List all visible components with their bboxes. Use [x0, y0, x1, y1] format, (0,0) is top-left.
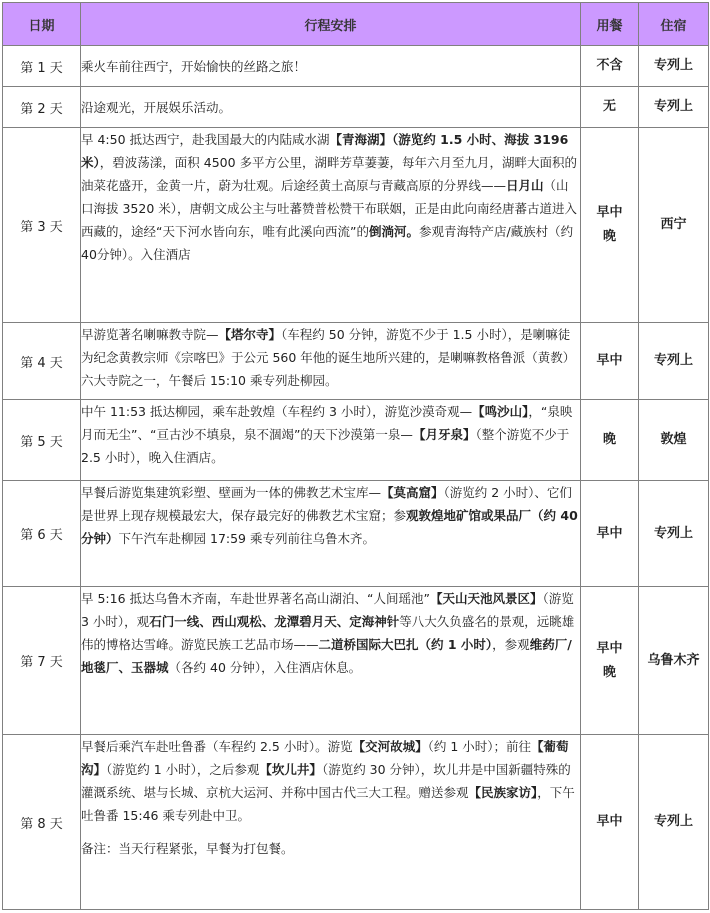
- header-row: [3, 3, 709, 46]
- plan-note: 备注：当天行程紧张，早餐为打包餐。: [81, 841, 294, 856]
- plan-highlight: 【塔尔寺】: [218, 327, 282, 342]
- plan-text: [81, 587, 581, 735]
- itinerary-row: [3, 735, 709, 910]
- plan-segment: ，碧波荡漾，面积 4500 多平方公里，湖畔芳草萋萋，每年六月至九月，湖畔大面积的油菜花盛开，金黄一片，蔚为壮观。后途经黄土高原与青藏高原的分界线——: [81, 155, 578, 193]
- header-meal: 用餐: [581, 3, 639, 46]
- plan-segment: ，参观: [492, 637, 530, 652]
- plan-segment: 沿途观光，开展娱乐活动。: [81, 99, 232, 115]
- day-label: 第 2 天: [3, 87, 81, 128]
- plan-segment: 下午汽车赴柳园 17:59 乘专列前往乌鲁木齐。: [118, 531, 375, 546]
- day-label: 第 8 天: [3, 735, 81, 910]
- lodging-cell: 专列上: [639, 46, 709, 87]
- plan-segment: ，下午吐鲁番 15:46 乘专列赴中卫。: [81, 785, 575, 823]
- itinerary-row: [3, 87, 709, 128]
- plan-highlight: 【葡萄沟】: [81, 739, 569, 777]
- plan-highlight: 倒淌河。: [368, 224, 419, 239]
- plan-segment: 乘火车前往西宁，开始愉快的丝路之旅！: [81, 58, 307, 74]
- plan-highlight: 【民族家访】: [468, 785, 538, 800]
- day-label: 第 4 天: [3, 323, 81, 400]
- plan-highlight: 【鸣沙山】: [472, 404, 529, 419]
- plan-segment: （游览 3 小时），观: [81, 591, 574, 629]
- day-label: 第 1 天: [3, 46, 81, 87]
- itinerary-row: [3, 46, 709, 87]
- meal-cell: 早中晚: [581, 128, 639, 323]
- plan-highlight: 石门一线、西山观松、龙潭碧月天、定海神针: [149, 614, 400, 629]
- plan-highlight: 【青海湖】（游览约 1.5 小时、海拔 3196 米）: [81, 132, 569, 170]
- day-label: 第 7 天: [3, 587, 81, 735]
- plan-segment: 早餐后乘汽车赴吐鲁番（车程约 2.5 小时）。游览: [81, 739, 353, 754]
- plan-text: [81, 481, 581, 587]
- plan-segment: （游览约 1 小时），之后参观: [106, 762, 260, 777]
- plan-segment: ，“泉映月而无尘”、“亘古沙不填泉，泉不涸竭”的天下沙漠第一泉—: [81, 404, 573, 442]
- day-label: 第 6 天: [3, 481, 81, 587]
- plan-segment: 参观青海特产店/藏族村（约40分钟）。入住酒店: [81, 224, 574, 262]
- plan-highlight: 二道桥国际大巴扎（约 1 小时）: [318, 637, 493, 652]
- lodging-cell: 专列上: [639, 735, 709, 910]
- plan-highlight: 维药厂/地毯厂、玉器城: [81, 637, 572, 675]
- itinerary-row: [3, 400, 709, 481]
- plan-segment: （各约 40 分钟），入住酒店休息。: [168, 660, 362, 675]
- plan-segment: （整个游览不少于 2.5 小时），晚入住酒店。: [81, 427, 570, 465]
- meal-cell: 早中晚: [581, 587, 639, 735]
- plan-highlight: 【交河故城】: [352, 739, 428, 754]
- plan-segment: 等八大久负盛名的景观，远眺雄伟的博格达雪峰。游览民族工艺品市场——: [81, 614, 575, 652]
- plan-segment: 早餐后游览集建筑彩塑、壁画为一体的佛教艺术宝库—: [81, 485, 382, 500]
- itinerary-row: [3, 128, 709, 323]
- itinerary-table: [2, 2, 709, 910]
- plan-text: [81, 400, 581, 481]
- lodging-cell: 专列上: [639, 481, 709, 587]
- plan-segment: （山口海拔 3520 米），唐朝文成公主与吐蕃赞普松赞干布联姻，正是由此向南经唐蕃古道进入西藏的，途经“天下河水皆向东，唯有此溪向西流”的: [81, 178, 578, 239]
- header-plan: 行程安排: [81, 3, 581, 46]
- meal-cell: 无: [581, 87, 639, 128]
- plan-text: [81, 128, 581, 323]
- plan-segment: 早 4:50 抵达西宁，赴我国最大的内陆咸水湖: [81, 132, 330, 147]
- meal-cell: 早中: [581, 323, 639, 400]
- itinerary-row: [3, 587, 709, 735]
- plan-highlight: 【坎儿井】: [259, 762, 322, 777]
- lodging-cell: 敦煌: [639, 400, 709, 481]
- day-label: 第 5 天: [3, 400, 81, 481]
- itinerary-row: [3, 323, 709, 400]
- itinerary-row: [3, 481, 709, 587]
- meal-cell: 早中: [581, 735, 639, 910]
- plan-highlight: 【莫高窟】: [381, 485, 444, 500]
- plan-highlight: 日月山: [506, 178, 544, 193]
- header-lodging: 住宿: [639, 3, 709, 46]
- plan-segment: （游览约 2 小时）、它们是世界上现存规模最宏大，保存最完好的佛教艺术宝窟；参: [81, 485, 572, 523]
- plan-segment: 早游览著名喇嘛教寺院—: [81, 327, 219, 342]
- plan-highlight: 观敦煌地矿馆或果品厂（约 40 分钟）: [81, 508, 578, 546]
- plan-highlight: 【月牙泉】: [412, 427, 476, 442]
- lodging-cell: 专列上: [639, 87, 709, 128]
- plan-segment: （约 1 小时）；前往: [427, 739, 531, 754]
- meal-cell: 早中: [581, 481, 639, 587]
- plan-highlight: 【天山天池风景区】: [429, 591, 543, 606]
- plan-segment: 早 5:16 抵达乌鲁木齐南，车赴世界著名高山湖泊、“人间瑶池”: [81, 591, 430, 606]
- plan-segment: 中午 11:53 抵达柳园，乘车赴敦煌（车程约 3 小时），游览沙漠奇观—: [81, 404, 473, 419]
- lodging-cell: 专列上: [639, 323, 709, 400]
- day-label: 第 3 天: [3, 128, 81, 323]
- plan-text: [81, 46, 581, 87]
- meal-cell: 不含: [581, 46, 639, 87]
- plan-text: [81, 735, 581, 910]
- lodging-cell: 西宁: [639, 128, 709, 323]
- meal-cell: 晚: [581, 400, 639, 481]
- header-date: 日期: [3, 3, 81, 46]
- plan-segment: （游览约 30 分钟），坎儿井是中国新疆特殊的灌溉系统、堪与长城、京杭大运河、并称中国古代三大工程。赠送参观: [81, 762, 571, 800]
- plan-segment: （车程约 50 分钟，游览不少于 1.5 小时），是喇嘛徒为纪念黄教宗师《宗喀巴》于公元 560 年他的诞生地所兴建的，是喇嘛教格鲁派（黄教）六大寺院之一，午餐后 15:10 乘专列赴柳园。: [81, 327, 576, 388]
- plan-text: [81, 87, 581, 128]
- plan-text: [81, 323, 581, 400]
- lodging-cell: 乌鲁木齐: [639, 587, 709, 735]
